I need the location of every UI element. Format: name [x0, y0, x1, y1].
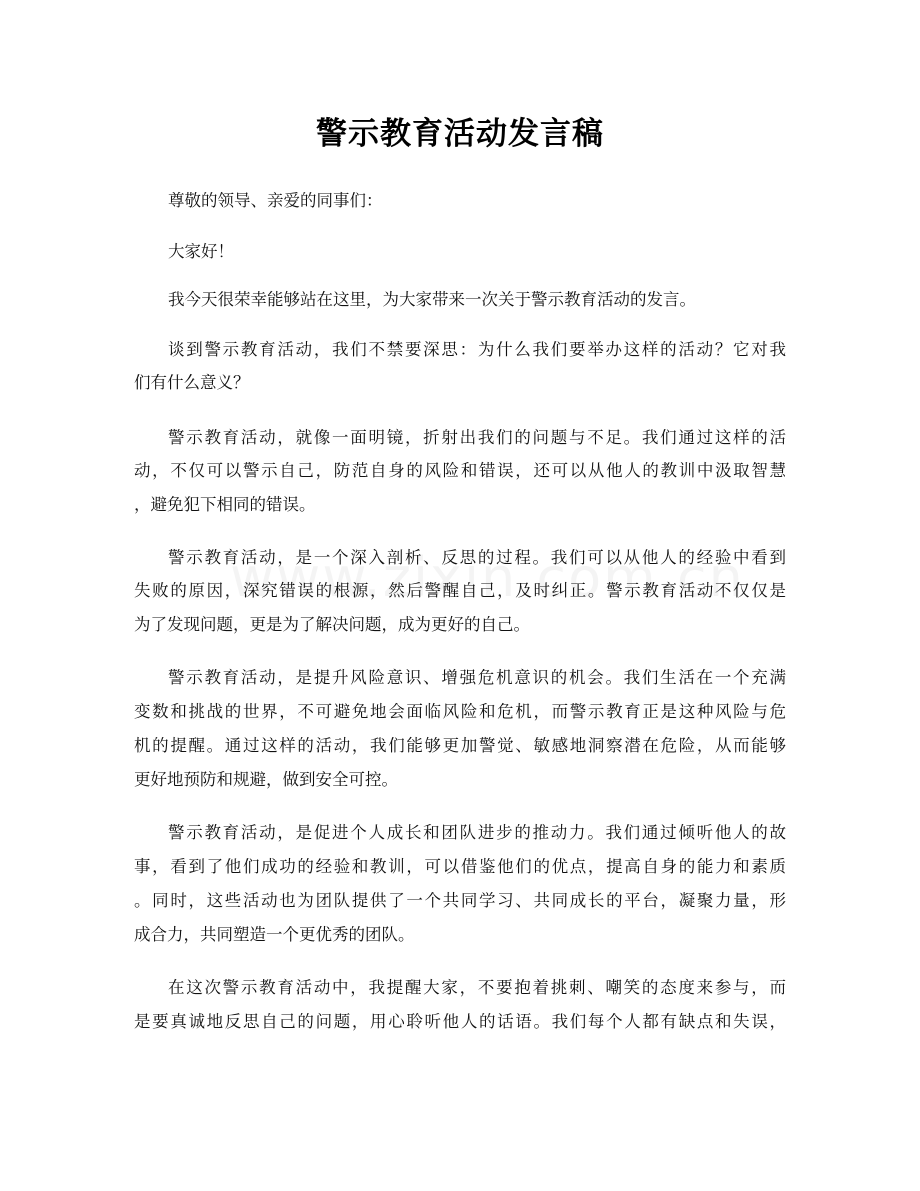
paragraph-line: 我今天很荣幸能够站在这里，为大家带来一次关于警示教育活动的发言。	[168, 290, 696, 309]
paragraph-line: 警示教育活动，是一个深入剖析、反思的过程。我们可以从他人的经验中看到	[168, 548, 786, 567]
paragraph-line: 是要真诚地反思自己的问题，用心聆听他人的话语。我们每个人都有缺点和失误，	[134, 1012, 786, 1031]
paragraph-line: 。同时，这些活动也为团队提供了一个共同学习、共同成长的平台，凝聚力量，形	[134, 891, 786, 910]
paragraph-line: 事，看到了他们成功的经验和教训，可以借鉴他们的优点，提高自身的能力和素质	[134, 857, 786, 876]
salutation-line: 尊敬的领导、亲爱的同事们：	[168, 191, 383, 210]
paragraph-line: 在这次警示教育活动中，我提醒大家，不要抱着挑刺、嘲笑的态度来参与，而	[168, 978, 786, 997]
paragraph-line: 为了发现问题，更是为了解决问题，成为更好的自己。	[134, 615, 530, 634]
paragraph-line: 成合力，共同塑造一个更优秀的团队。	[134, 925, 415, 944]
paragraph-line: 警示教育活动，就像一面明镜，折射出我们的问题与不足。我们通过这样的活	[168, 428, 786, 447]
paragraph-line: 失败的原因，深究错误的根源，然后警醒自己，及时纠正。警示教育活动不仅仅是	[134, 581, 786, 600]
paragraph-line: 机的提醒。通过这样的活动，我们能够更加警觉、敏感地洞察潜在危险，从而能够	[134, 736, 786, 755]
paragraph-line: ，避免犯下相同的错误。	[134, 495, 316, 514]
paragraph-line: 更好地预防和规避，做到安全可控。	[134, 770, 398, 789]
paragraph-line: 警示教育活动，是提升风险意识、增强危机意识的机会。我们生活在一个充满	[168, 668, 786, 687]
greeting-line: 大家好！	[168, 242, 234, 261]
paragraph-line: 警示教育活动，是促进个人成长和团队进步的推动力。我们通过倾听他人的故	[168, 823, 786, 842]
paragraph-line: 动，不仅可以警示自己，防范自身的风险和错误，还可以从他人的教训中汲取智慧	[134, 461, 786, 480]
paragraph-line: 谈到警示教育活动，我们不禁要深思：为什么我们要举办这样的活动？它对我	[168, 340, 786, 359]
document-title: 警示教育活动发言稿	[316, 116, 604, 152]
paragraph-line: 变数和挑战的世界，不可避免地会面临风险和危机，而警示教育正是这种风险与危	[134, 702, 786, 721]
paragraph-line: 们有什么意义？	[134, 373, 250, 392]
